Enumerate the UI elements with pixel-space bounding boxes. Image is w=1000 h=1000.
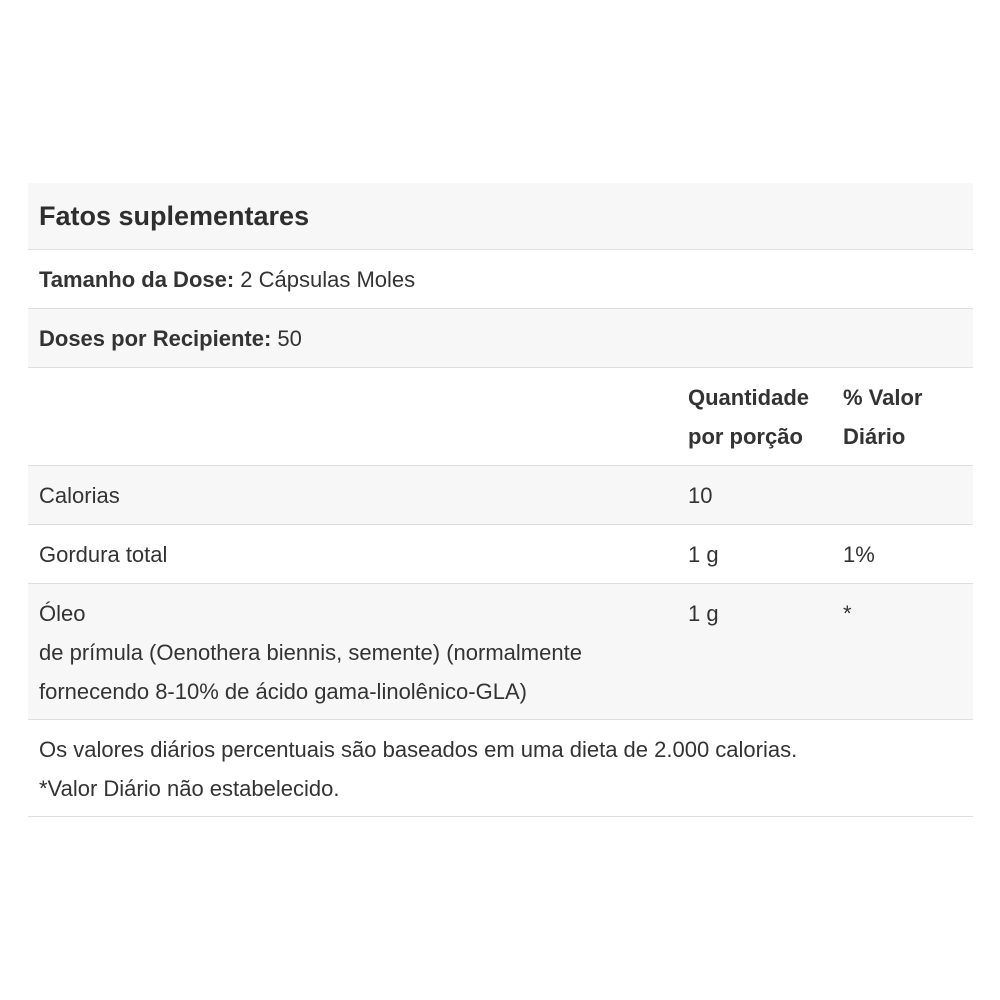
nutrient-name-line2: de prímula (Oenothera biennis, semente) (normalmente — [39, 640, 582, 665]
table-header-row — [28, 368, 973, 466]
nutrient-name — [39, 594, 688, 711]
nutrient-amount: 1 g — [688, 542, 719, 567]
footnote-line2: *Valor Diário não estabelecido. — [39, 776, 340, 801]
footnote-line1: Os valores diários percentuais são baseados em uma dieta de 2.000 calorias. — [39, 737, 798, 762]
supplement-facts-panel — [28, 183, 973, 817]
nutrient-daily-value: 1% — [843, 542, 875, 567]
nutrient-name: Gordura total — [39, 542, 168, 567]
nutrient-amount: 10 — [688, 483, 713, 508]
nutrient-amount: 1 g — [688, 601, 719, 626]
nutrient-name: Calorias — [39, 483, 120, 508]
nutrient-name-line1: Óleo — [39, 601, 86, 626]
serving-size-row — [28, 250, 973, 309]
header-amount — [688, 378, 843, 456]
header-daily-value — [843, 378, 973, 456]
servings-per-container-value: 50 — [271, 325, 302, 351]
servings-per-container-row — [28, 309, 973, 368]
header-dv-line2: Diário — [843, 424, 906, 449]
panel-title: Fatos suplementares — [39, 200, 310, 231]
title-row — [28, 183, 973, 250]
table-row — [28, 466, 973, 525]
table-row — [28, 525, 973, 584]
header-amount-line1: Quantidade — [688, 385, 810, 410]
footnote — [28, 720, 973, 817]
header-amount-line2: por porção — [688, 424, 803, 449]
nutrient-name-line3: fornecendo 8-10% de ácido gama-linolênico-GLA) — [39, 679, 527, 704]
serving-size-label: Tamanho da Dose: — [39, 266, 235, 292]
serving-size-value: 2 Cápsulas Moles — [234, 266, 416, 292]
nutrient-daily-value: * — [843, 601, 852, 626]
header-dv-line1: % Valor — [843, 385, 923, 410]
servings-per-container-label: Doses por Recipiente: — [39, 325, 272, 351]
table-row — [28, 584, 973, 720]
